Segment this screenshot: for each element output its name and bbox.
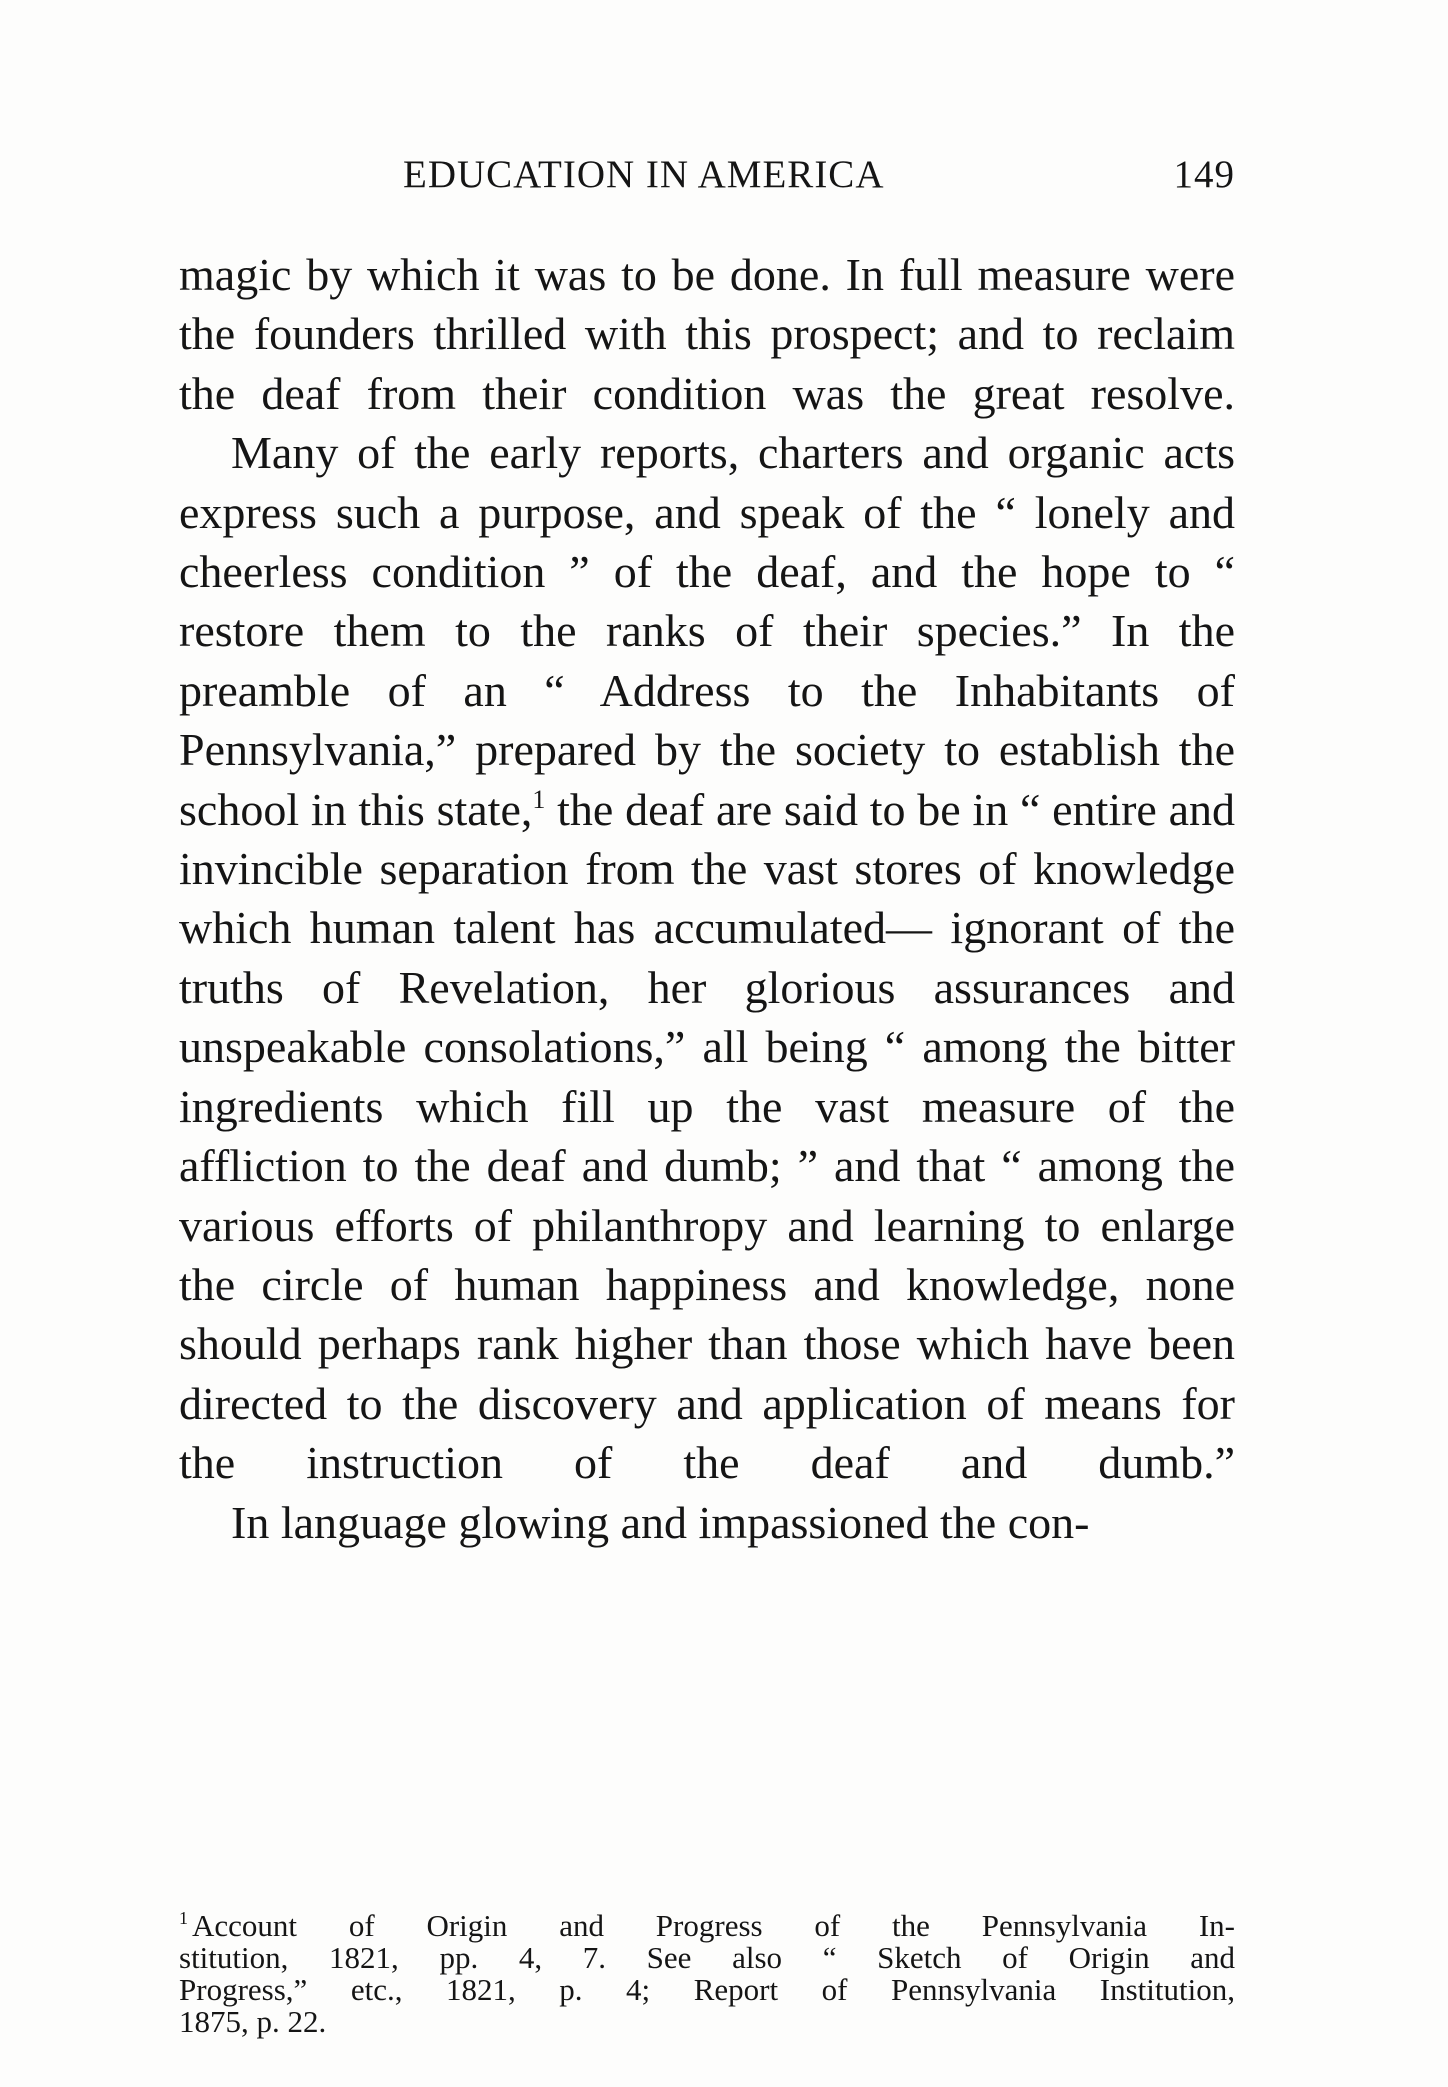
footnote-reference: 1 bbox=[532, 784, 546, 814]
footnote-line-2: stitution, 1821, pp. 4, 7. See also “ Sketch of Origin and bbox=[179, 1940, 1235, 1975]
running-head bbox=[179, 152, 1235, 200]
paragraph-2-text-a: Many of the early reports, charters and organic acts express such a purpose, and speak of the “ lonely and cheerless condition ” of the deaf, and the hope to “ restore them to the ranks of their species.” In the preamble of an “ Address to the Inhabitants of Pennsylvania,” prepared by the society to establish the school in this state, bbox=[179, 427, 1235, 835]
footnote-line-4: 1875, p. 22. bbox=[179, 2004, 327, 2039]
footnote-marker: 1 bbox=[179, 1908, 188, 1928]
paragraph-3 bbox=[179, 1493, 1235, 1552]
paragraph-2-text-b: the deaf are said to be in “ entire and invincible separation from the vast stores of knowledge which human talent has accumulated— ignorant of the truths of Revelation, her glorious assurances and unspeakable consolations,” all being “ among the bitter ingredients which fill up the vast measure of the affliction to the deaf and dumb; ” and that “ among the various efforts of philanthropy and learning to enlarge the circle of human happiness and knowledge, none should perhaps rank higher than those which have been directed to the discovery and application of means for the instruction of the deaf and dumb.” bbox=[179, 783, 1236, 1489]
footnote bbox=[179, 1910, 1235, 2038]
paragraph-1 bbox=[179, 245, 1235, 423]
footnote-line-3: Progress,” etc., 1821, p. 4; Report of Pennsylvania Institution, bbox=[179, 1972, 1235, 2007]
page-number: 149 bbox=[1173, 153, 1235, 196]
paragraph-1-text: magic by which it was to be done. In full measure were the founders thrilled with this prospect; and to reclaim the deaf from their condition was the great resolve. bbox=[179, 249, 1235, 419]
footnote-line-1 bbox=[179, 1910, 1235, 1942]
paragraph-2 bbox=[179, 423, 1235, 1492]
body-text bbox=[179, 245, 1235, 1552]
paragraph-3-text: In language glowing and impassioned the con- bbox=[231, 1496, 1090, 1548]
running-title: EDUCATION IN AMERICA bbox=[403, 153, 885, 196]
footnote-line-1-text: Account of Origin and Progress of the Pennsylvania In- bbox=[192, 1908, 1235, 1943]
